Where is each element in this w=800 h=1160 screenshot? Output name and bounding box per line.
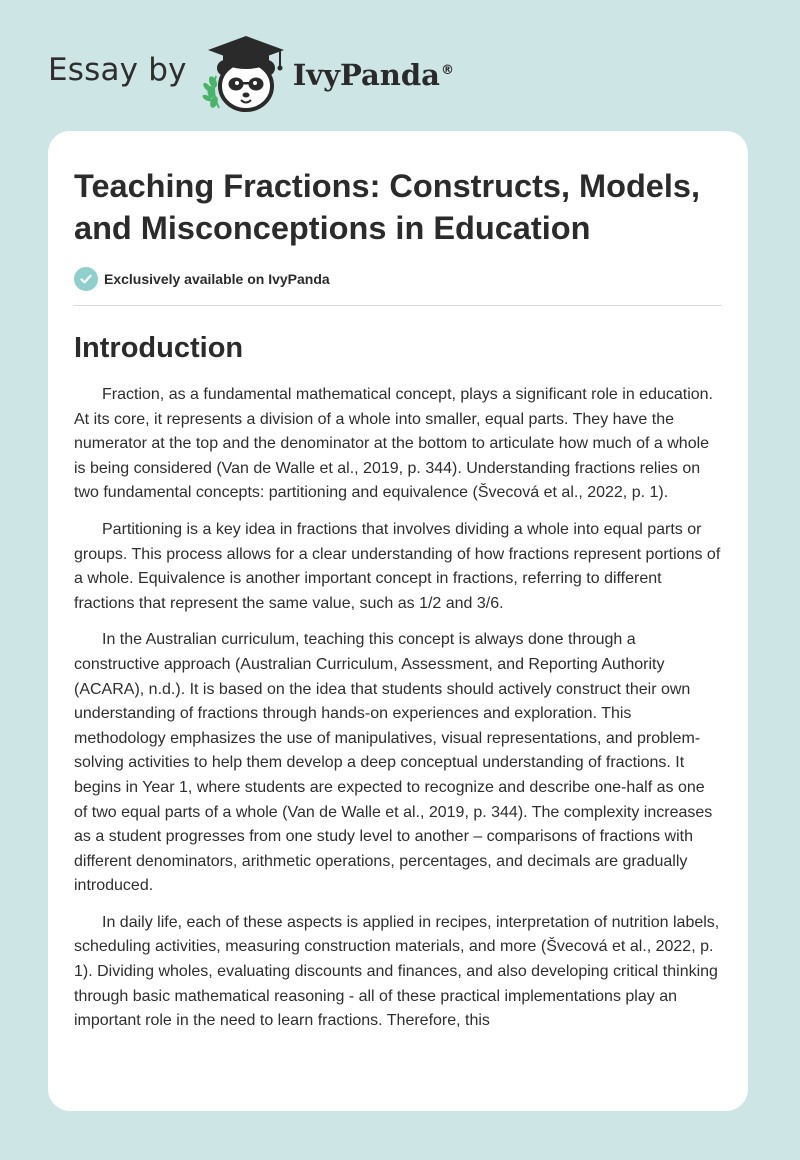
panda-graduate-logo-icon[interactable] bbox=[201, 30, 291, 116]
title-divider bbox=[74, 305, 722, 306]
brand-name-text: IvyPanda bbox=[292, 58, 440, 92]
brand-name bbox=[293, 58, 454, 92]
brand-prefix: Essay by bbox=[48, 52, 187, 88]
registered-mark: ® bbox=[440, 63, 454, 79]
paragraph: Fraction, as a fundamental mathematical concept, plays a significant role in education. At its core, it represents a division of a whole into smaller, equal parts. They have the numerator at the top and the denominator at the bottom to articulate how much of a whole is being considered (Van de Walle et al., 2019, p. 344). Understanding fractions relies on two fundamental concepts: partitioning and equivalence (Švecová et al., 2022, p. 1). bbox=[74, 386, 713, 502]
essay-body bbox=[74, 383, 722, 1034]
essay-title: Teaching Fractions: Constructs, Models, and Misconceptions in Education bbox=[74, 168, 701, 246]
checkmark-icon bbox=[79, 272, 93, 286]
paragraph: In the Australian curriculum, teaching this concept is always done through a constructive approach (Australian Curriculum, Assessment, and Reporting Authority (ACARA), n.d.). It is based on the idea that students should actively construct their own understanding of fractions through hands-on experiences and exploration. This methodology emphasizes the use of manipulatives, visual representations, and problem-solving activities to help them develop a deep conceptual understanding of fractions. It begins in Year 1, where students are expected to recognize and describe one-half as one of two equal parts of a whole (Van de Walle et al., 2019, p. 344). The complexity increases as a student progresses from one study level to another – comparisons of fractions with different denominators, arithmetic operations, percentages, and decimals are gradually introduced. bbox=[74, 631, 713, 895]
essay-card bbox=[48, 131, 748, 1111]
site-header bbox=[48, 30, 454, 116]
section-heading: Introduction bbox=[74, 332, 244, 364]
exclusive-badge-label: Exclusively available on IvyPanda bbox=[104, 271, 330, 287]
paragraph: In daily life, each of these aspects is applied in recipes, interpretation of nutrition labels, scheduling activities, measuring construction materials, and more (Švecová et al., 2022, p. 1). Dividing wholes, evaluating discounts and finances, and also developing critical thinking through basic mathematical reasoning - all of these practical implementations play an important role in the need to learn fractions. Therefore, this bbox=[74, 913, 720, 1030]
check-circle-icon bbox=[74, 267, 98, 291]
exclusive-badge bbox=[74, 267, 722, 291]
paragraph: Partitioning is a key idea in fractions that involves dividing a whole into equal parts or groups. This process allows for a clear understanding of how fractions represent portions of a whole. Equivalence is another important concept in fractions, referring to different fractions that represent the same value, such as 1/2 and 3/6. bbox=[74, 520, 721, 612]
